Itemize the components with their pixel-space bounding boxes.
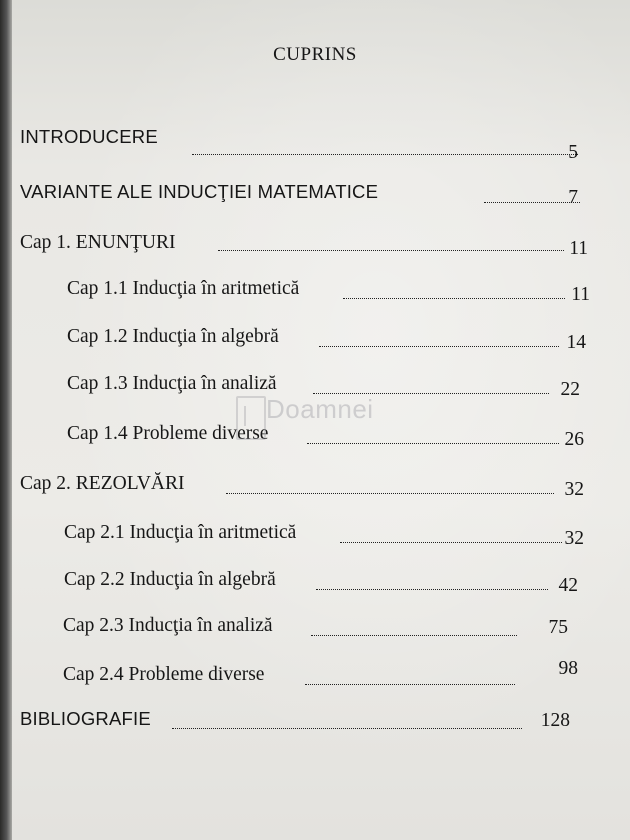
toc-entry-label: Cap 2.1 Inducţia în aritmetică <box>64 522 297 543</box>
watermark-logo <box>236 388 374 448</box>
toc-entry-page: 11 <box>571 284 590 305</box>
toc-leader-dots <box>343 298 565 299</box>
page-title: CUPRINS <box>273 44 357 65</box>
toc-entry-label: INTRODUCERE <box>20 126 158 147</box>
toc-entry-label: Cap 1.2 Inducţia în algebră <box>67 326 279 347</box>
toc-leader-dots <box>319 346 559 347</box>
toc-entry-page: 5 <box>568 142 578 163</box>
toc-entry-cap1 <box>20 232 590 266</box>
toc-entry-label: Cap 2.4 Probleme diverse <box>63 664 265 685</box>
watermark-text: Doamnei <box>266 394 374 424</box>
toc-entry-bibliografie <box>20 708 590 742</box>
toc-entry-page: 32 <box>564 479 584 500</box>
toc-entry-label: Cap 1.4 Probleme diverse <box>67 423 269 444</box>
toc-entry-page: 32 <box>564 528 584 549</box>
toc-entry-variante <box>20 181 590 215</box>
toc-leader-dots <box>316 589 548 590</box>
toc-entry-page: 11 <box>569 238 588 259</box>
toc-entry-label: Cap 2.2 Inducţia în algebră <box>64 569 276 590</box>
toc-entry-cap2-1 <box>64 522 590 556</box>
toc-entry-page: 7 <box>568 187 578 208</box>
toc-leader-dots <box>172 728 522 729</box>
toc-entry-label: BIBLIOGRAFIE <box>20 708 151 729</box>
toc-entry-label: Cap 1.1 Inducţia în aritmetică <box>67 278 300 299</box>
toc-entry-label: Cap 1.3 Inducţia în analiză <box>67 373 277 394</box>
toc-entry-cap2 <box>20 473 590 507</box>
toc-entry-page: 75 <box>548 617 568 638</box>
toc-leader-dots <box>484 202 580 203</box>
toc-entry-page: 128 <box>540 710 570 731</box>
toc-entry-cap2-2 <box>64 569 590 603</box>
toc-entry-label: Cap 2. REZOLVĂRI <box>20 473 185 494</box>
toc-leader-dots <box>192 154 578 155</box>
toc-entry-label: Cap 2.3 Inducţia în analiză <box>63 615 273 636</box>
toc-entry-page: 22 <box>560 379 580 400</box>
toc-entry-label: Cap 1. ENUNŢURI <box>20 232 176 253</box>
toc-leader-dots <box>311 635 517 636</box>
toc-entry-label: VARIANTE ALE INDUCŢIEI MATEMATICE <box>20 181 379 202</box>
watermark-book-icon <box>236 396 266 440</box>
toc-entry-introducere <box>20 126 590 163</box>
toc-entry-page: 98 <box>558 658 578 679</box>
toc-entry-page: 42 <box>558 575 578 596</box>
toc-entry-cap1-2 <box>67 326 590 360</box>
toc-leader-dots <box>340 542 562 543</box>
page-binding-shadow <box>0 0 12 840</box>
toc-entry-cap2-3 <box>63 615 590 649</box>
toc-entry-cap2-4 <box>63 658 590 698</box>
toc-leader-dots <box>305 684 515 685</box>
toc-leader-dots <box>218 250 564 251</box>
toc-entry-page: 14 <box>566 332 586 353</box>
toc-entry-cap1-1 <box>67 278 590 312</box>
toc-entry-page: 26 <box>564 429 584 450</box>
toc-leader-dots <box>226 493 554 494</box>
